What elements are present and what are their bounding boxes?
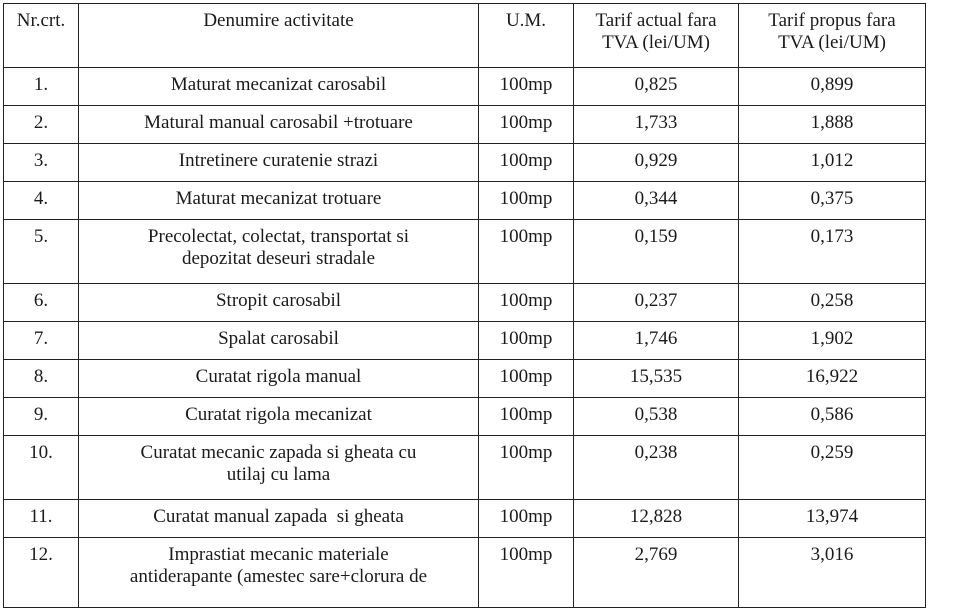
table-row <box>4 436 926 500</box>
table-row <box>4 220 926 284</box>
cell-denumire-line2: antiderapante (amestec sare+clorura de <box>129 566 428 587</box>
cell-nr: 3. <box>4 144 79 182</box>
cell-denumire: Curatat manual zapada si gheata <box>79 500 479 538</box>
cell-nr: 6. <box>4 284 79 322</box>
cell-denumire <box>79 538 479 608</box>
cell-tarif-propus: 0,375 <box>739 182 926 220</box>
cell-um: 100mp <box>479 220 574 284</box>
table-row <box>4 398 926 436</box>
cell-um: 100mp <box>479 322 574 360</box>
header-tarif-actual-line1: Tarif actual fara <box>595 10 717 31</box>
cell-tarif-actual: 0,825 <box>574 68 739 106</box>
cell-tarif-actual: 0,929 <box>574 144 739 182</box>
cell-denumire-line2: depozitat deseuri stradale <box>181 248 376 269</box>
cell-um: 100mp <box>479 106 574 144</box>
cell-nr: 7. <box>4 322 79 360</box>
header-tarif-actual-line2: TVA (lei/UM) <box>602 32 710 53</box>
tariff-table <box>3 3 926 608</box>
cell-um: 100mp <box>479 144 574 182</box>
cell-denumire: Stropit carosabil <box>79 284 479 322</box>
cell-nr: 4. <box>4 182 79 220</box>
cell-tarif-propus: 0,258 <box>739 284 926 322</box>
cell-tarif-actual: 0,238 <box>574 436 739 500</box>
cell-tarif-actual: 1,733 <box>574 106 739 144</box>
cell-nr: 8. <box>4 360 79 398</box>
table-row <box>4 360 926 398</box>
table-row <box>4 106 926 144</box>
cell-tarif-propus: 1,888 <box>739 106 926 144</box>
cell-denumire: Maturat mecanizat trotuare <box>79 182 479 220</box>
cell-tarif-actual: 1,746 <box>574 322 739 360</box>
cell-tarif-propus: 13,974 <box>739 500 926 538</box>
cell-nr: 9. <box>4 398 79 436</box>
cell-um: 100mp <box>479 436 574 500</box>
cell-tarif-propus: 3,016 <box>739 538 926 608</box>
table-row <box>4 284 926 322</box>
cell-tarif-propus: 0,586 <box>739 398 926 436</box>
table-row <box>4 144 926 182</box>
header-tarif-propus-line1: Tarif propus fara <box>768 10 896 31</box>
header-tarif-propus-line2: TVA (lei/UM) <box>778 32 886 53</box>
table-row <box>4 322 926 360</box>
cell-um: 100mp <box>479 500 574 538</box>
cell-denumire: Maturat mecanizat carosabil <box>79 68 479 106</box>
cell-tarif-actual: 12,828 <box>574 500 739 538</box>
header-um: U.M. <box>479 4 574 68</box>
cell-nr: 12. <box>4 538 79 608</box>
cell-tarif-propus: 0,899 <box>739 68 926 106</box>
cell-tarif-actual: 0,538 <box>574 398 739 436</box>
cell-tarif-actual: 0,344 <box>574 182 739 220</box>
cell-denumire <box>79 436 479 500</box>
cell-denumire-line1: Curatat mecanic zapada si gheata cu <box>140 442 417 463</box>
header-tarif-propus <box>739 4 926 68</box>
cell-tarif-propus: 1,012 <box>739 144 926 182</box>
cell-um: 100mp <box>479 284 574 322</box>
cell-tarif-actual: 0,159 <box>574 220 739 284</box>
cell-um: 100mp <box>479 538 574 608</box>
cell-nr: 11. <box>4 500 79 538</box>
cell-tarif-actual: 15,535 <box>574 360 739 398</box>
table-row <box>4 538 926 608</box>
cell-nr: 2. <box>4 106 79 144</box>
header-tarif-actual <box>574 4 739 68</box>
cell-denumire: Matural manual carosabil +trotuare <box>79 106 479 144</box>
cell-tarif-actual: 2,769 <box>574 538 739 608</box>
cell-denumire <box>79 220 479 284</box>
cell-denumire-line2: utilaj cu lama <box>226 464 331 485</box>
table-row <box>4 182 926 220</box>
cell-denumire: Curatat rigola mecanizat <box>79 398 479 436</box>
cell-denumire: Curatat rigola manual <box>79 360 479 398</box>
cell-denumire: Intretinere curatenie strazi <box>79 144 479 182</box>
cell-tarif-propus: 0,173 <box>739 220 926 284</box>
cell-tarif-propus: 1,902 <box>739 322 926 360</box>
cell-um: 100mp <box>479 68 574 106</box>
table-row <box>4 68 926 106</box>
header-denumire: Denumire activitate <box>79 4 479 68</box>
cell-nr: 5. <box>4 220 79 284</box>
cell-nr: 10. <box>4 436 79 500</box>
cell-denumire-line1: Precolectat, colectat, transportat si <box>147 226 410 247</box>
cell-um: 100mp <box>479 360 574 398</box>
cell-um: 100mp <box>479 398 574 436</box>
cell-um: 100mp <box>479 182 574 220</box>
cell-tarif-propus: 0,259 <box>739 436 926 500</box>
header-row <box>4 4 926 68</box>
cell-denumire: Spalat carosabil <box>79 322 479 360</box>
cell-denumire-line1: Imprastiat mecanic materiale <box>168 544 389 565</box>
cell-nr: 1. <box>4 68 79 106</box>
cell-tarif-actual: 0,237 <box>574 284 739 322</box>
header-nr: Nr.crt. <box>4 4 79 68</box>
table-row <box>4 500 926 538</box>
cell-tarif-propus: 16,922 <box>739 360 926 398</box>
